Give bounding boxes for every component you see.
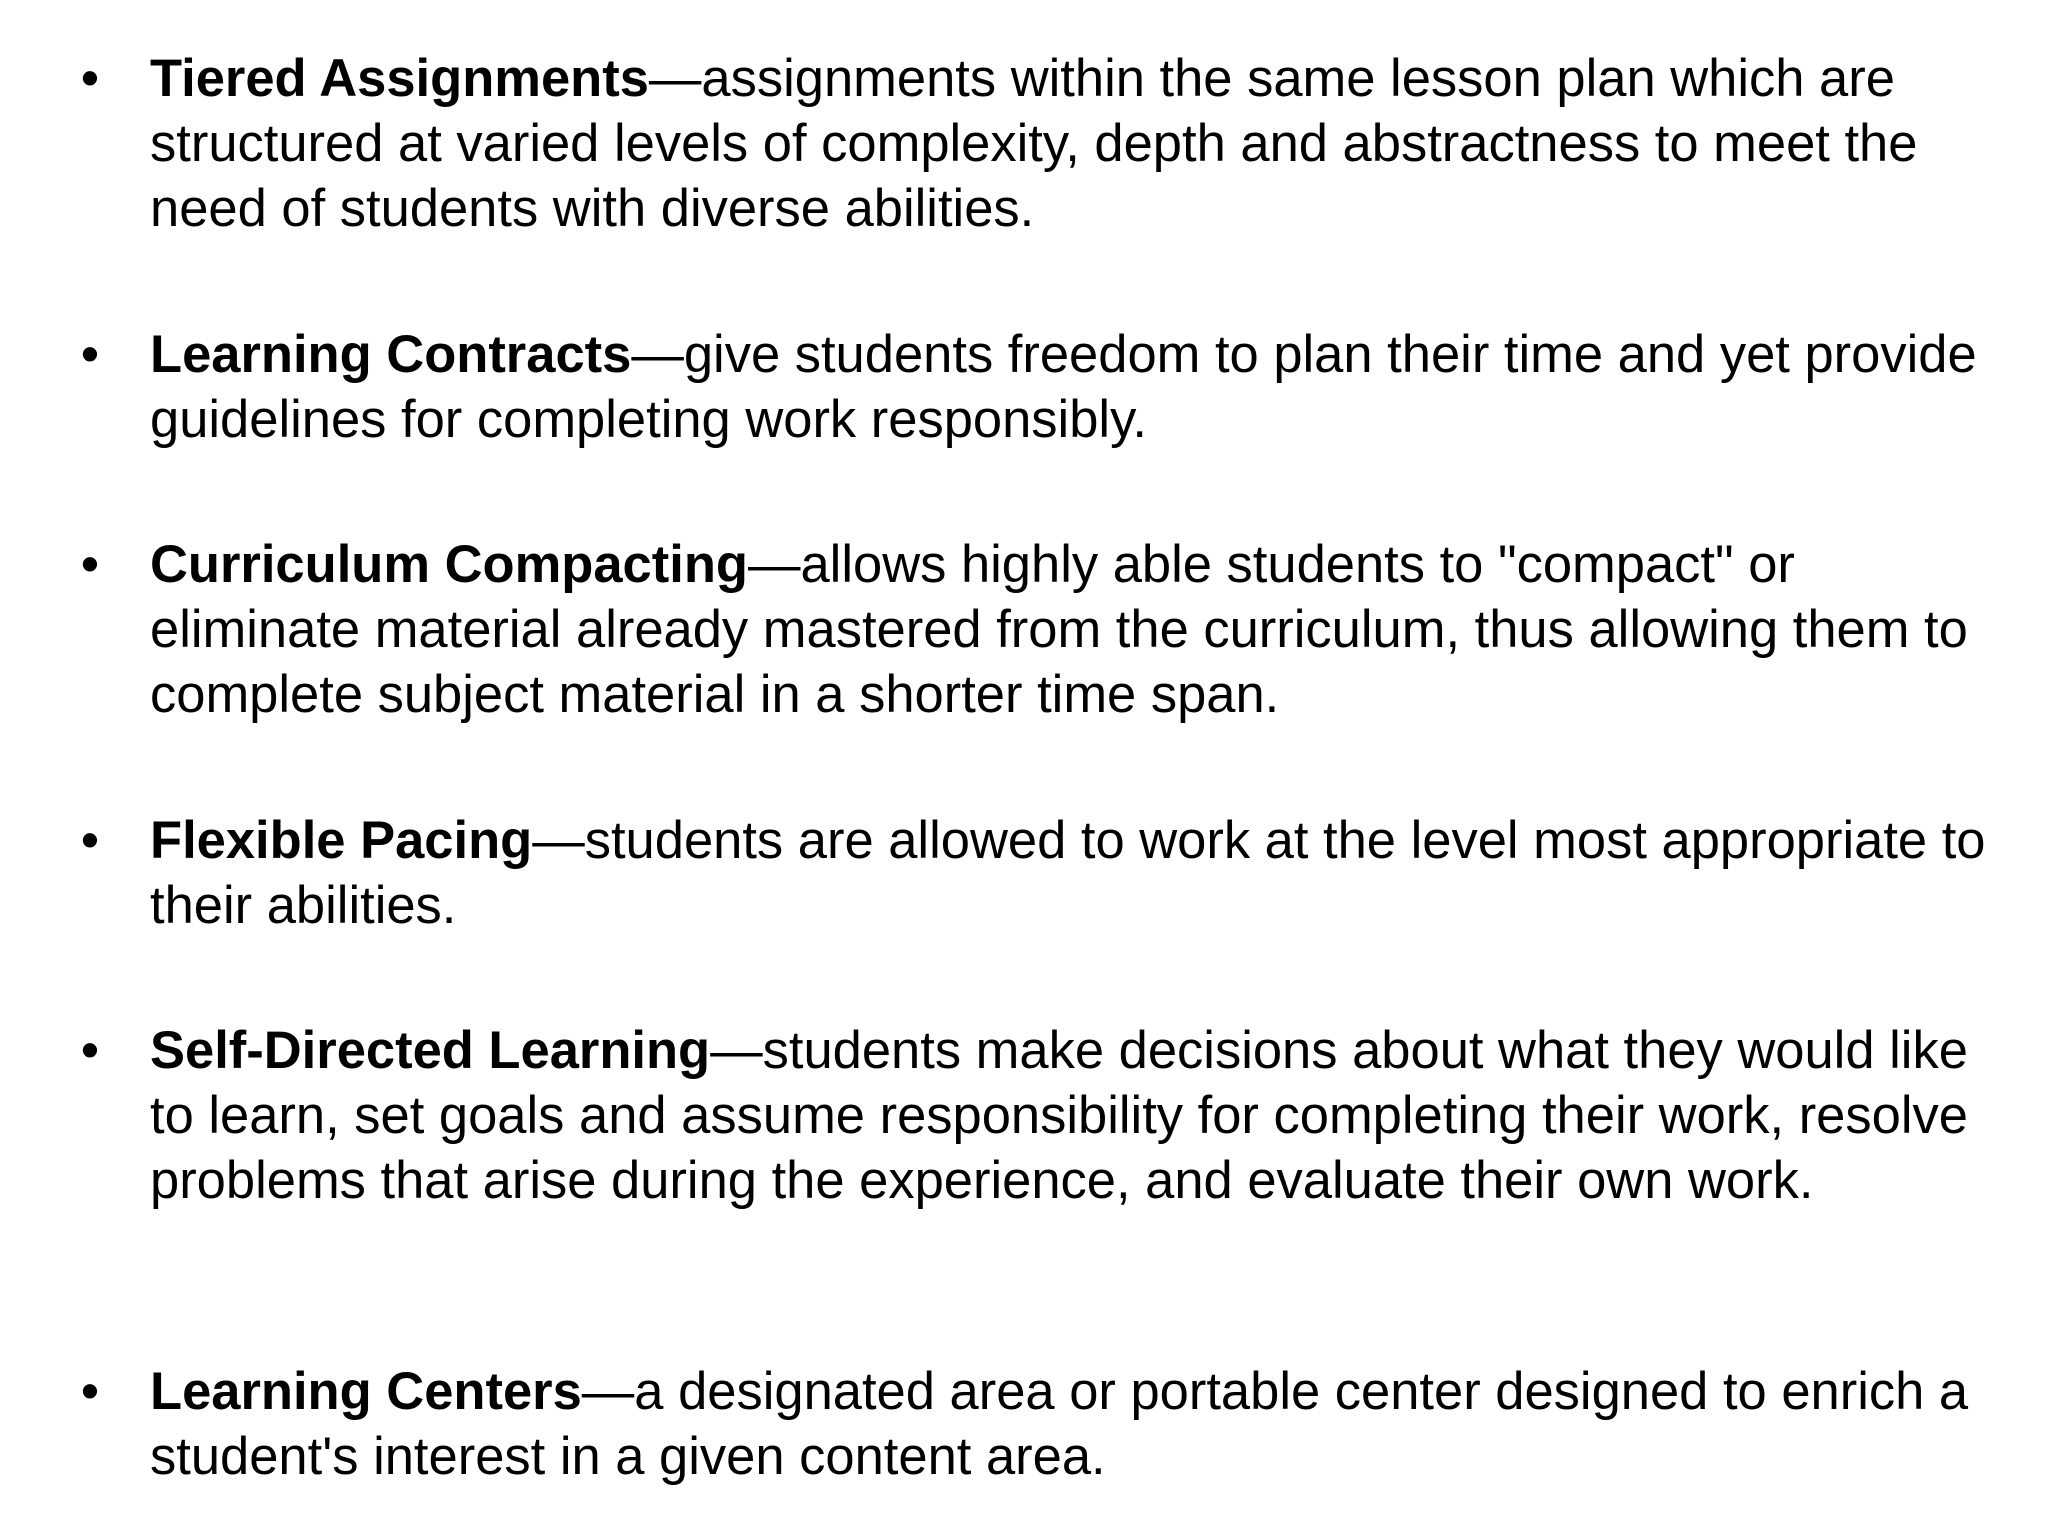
list-item	[80, 46, 2000, 241]
bullet-icon: •	[80, 49, 100, 108]
item-term: Learning Contracts	[150, 325, 632, 384]
list-item	[80, 808, 2000, 938]
item-term: Curriculum Compacting	[150, 535, 748, 594]
item-description: —allows highly able students to "compact" or eliminate material already mastered from the curriculum, thus allowing them to complete subject material in a shorter time span.	[150, 535, 1968, 724]
bullet-icon: •	[80, 1021, 100, 1080]
item-description: —a designated area or portable center designed to enrich a student's interest in a given content area.	[150, 1362, 1969, 1486]
item-term: Learning Centers	[150, 1362, 582, 1421]
bullet-icon: •	[80, 811, 100, 870]
list-item	[80, 1359, 2000, 1489]
list-item	[80, 1018, 2000, 1213]
bullet-icon: •	[80, 535, 100, 594]
list-item	[80, 532, 2000, 727]
item-description: —students are allowed to work at the level most appropriate to their abilities.	[150, 811, 1986, 935]
item-description: —give students freedom to plan their time and yet provide guidelines for completing work responsibly.	[150, 325, 1977, 449]
item-term: Tiered Assignments	[150, 49, 649, 108]
bullet-icon: •	[80, 325, 100, 384]
item-term: Flexible Pacing	[150, 811, 533, 870]
item-term: Self-Directed Learning	[150, 1021, 711, 1080]
item-description: —students make decisions about what they would like to learn, set goals and assume responsibility for completing their work, resolve problems that arise during the experience, and evaluate their own work.	[150, 1021, 1968, 1210]
list-item	[80, 322, 2000, 452]
bullet-icon: •	[80, 1362, 100, 1421]
item-description: —assignments within the same lesson plan which are structured at varied levels of complexity, depth and abstractness to meet the need of students with diverse abilities.	[150, 49, 1918, 238]
